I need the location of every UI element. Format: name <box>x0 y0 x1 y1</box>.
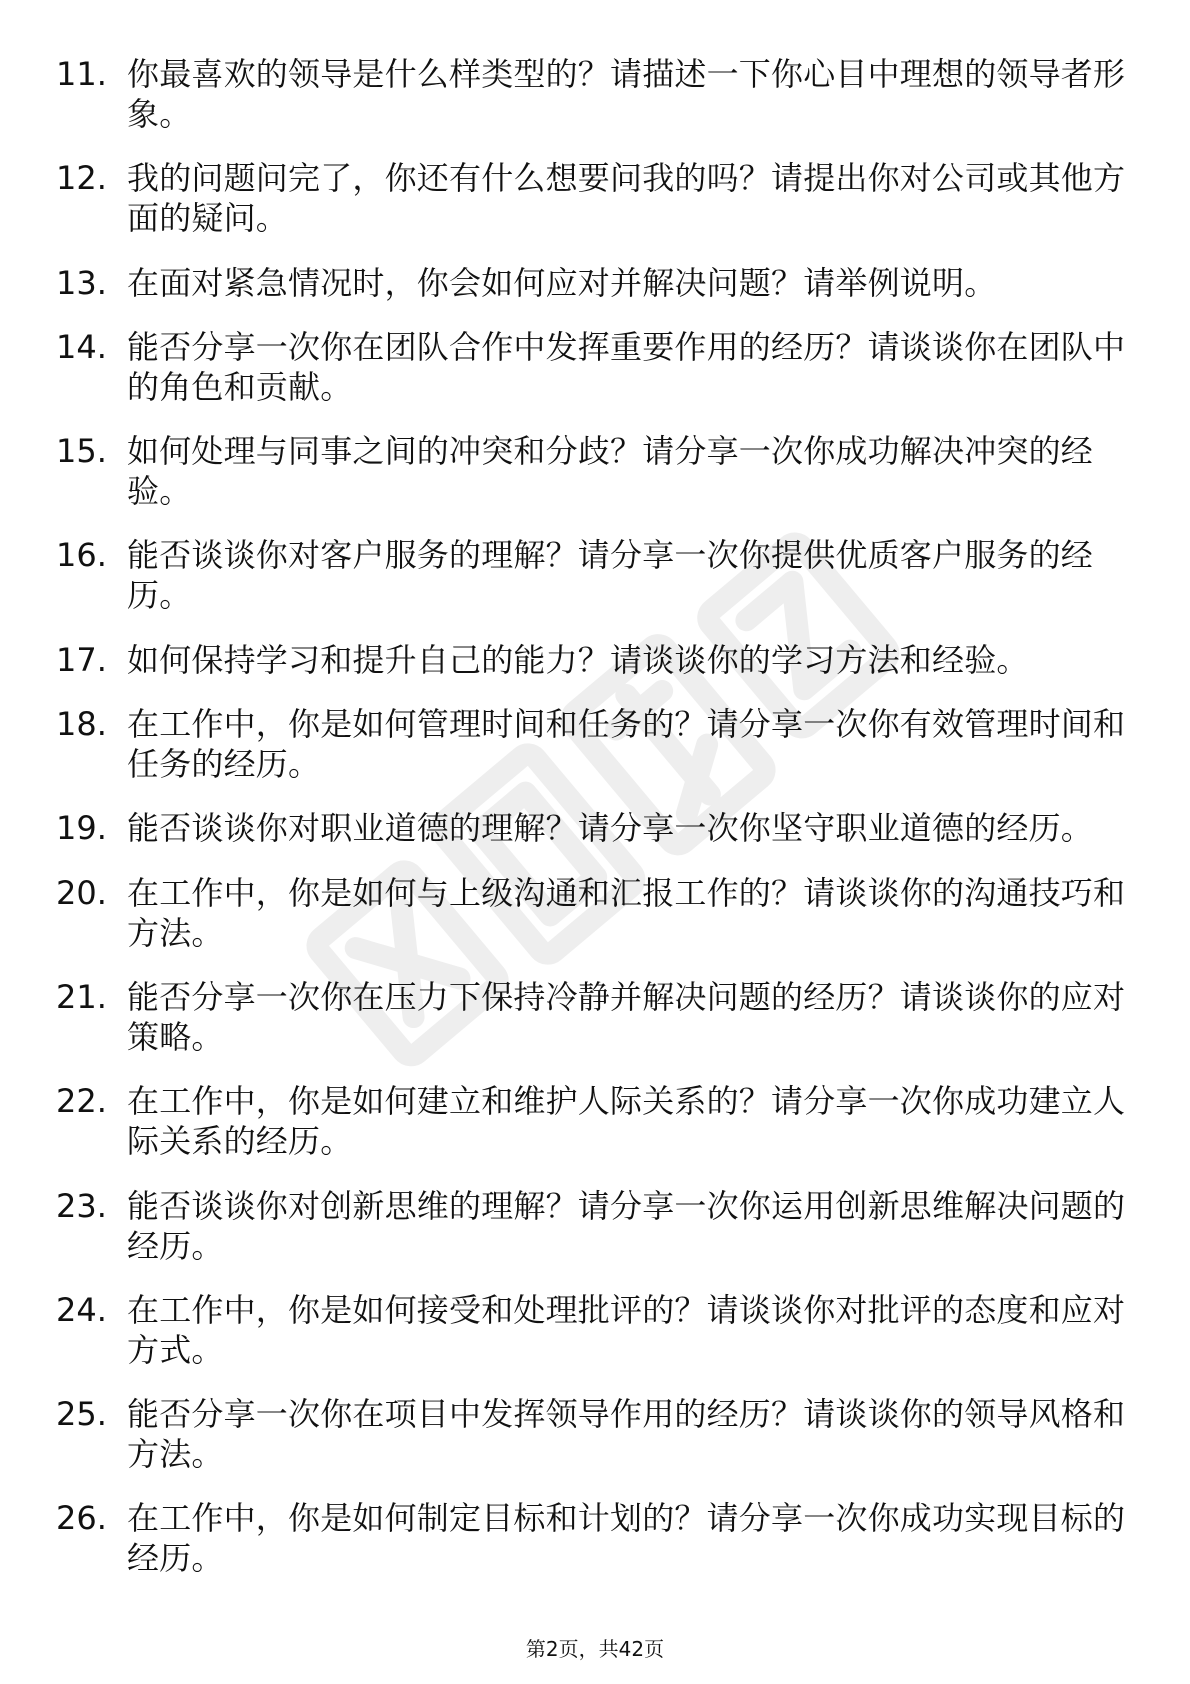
question-text: 能否谈谈你对创新思维的理解？请分享一次你运用创新思维解决问题的经历。 <box>127 1186 1126 1265</box>
list-item <box>56 535 1136 615</box>
page-number-footer: 第2页，共42页 <box>525 1637 665 1661</box>
question-text: 我的问题问完了，你还有什么想要问我的吗？请提出你对公司或其他方面的疑问。 <box>127 159 1126 238</box>
list-item <box>56 263 1136 303</box>
list-item <box>56 977 1136 1057</box>
question-text: 如何保持学习和提升自己的能力？请谈谈你的学习方法和经验。 <box>127 640 1029 679</box>
question-text: 能否谈谈你对客户服务的理解？请分享一次你提供优质客户服务的经历。 <box>127 536 1094 615</box>
list-item <box>56 431 1136 511</box>
question-number: 25. <box>56 1395 107 1434</box>
question-number: 23. <box>56 1186 107 1225</box>
list-item <box>56 327 1136 407</box>
list-item <box>56 158 1136 238</box>
question-number: 18. <box>56 705 107 744</box>
question-number: 24. <box>56 1290 107 1329</box>
list-item <box>56 1290 1136 1370</box>
list-item <box>56 640 1136 680</box>
question-number: 15. <box>56 432 107 471</box>
question-number: 19. <box>56 809 107 848</box>
question-number: 21. <box>56 977 107 1016</box>
question-text: 能否分享一次你在项目中发挥领导作用的经历？请谈谈你的领导风格和方法。 <box>127 1395 1126 1474</box>
list-item <box>56 873 1136 953</box>
question-list <box>56 54 1136 1603</box>
question-text: 在工作中，你是如何建立和维护人际关系的？请分享一次你成功建立人际关系的经历。 <box>127 1082 1126 1161</box>
question-number: 16. <box>56 536 107 575</box>
list-item <box>56 808 1136 848</box>
question-text: 能否谈谈你对职业道德的理解？请分享一次你坚守职业道德的经历。 <box>127 809 1094 848</box>
list-item <box>56 704 1136 784</box>
question-number: 11. <box>56 55 107 93</box>
question-number: 17. <box>56 640 107 679</box>
question-number: 12. <box>56 159 107 198</box>
list-item <box>56 1186 1136 1266</box>
question-text: 在工作中，你是如何制定目标和计划的？请分享一次你成功实现目标的经历。 <box>127 1499 1126 1578</box>
list-item <box>56 54 1136 134</box>
list-item <box>56 1498 1136 1578</box>
question-text: 在面对紧急情况时，你会如何应对并解决问题？请举例说明。 <box>127 263 997 302</box>
list-item <box>56 1394 1136 1474</box>
question-number: 20. <box>56 873 107 912</box>
question-text: 在工作中，你是如何接受和处理批评的？请谈谈你对批评的态度和应对方式。 <box>127 1290 1126 1369</box>
question-number: 13. <box>56 263 107 302</box>
question-number: 22. <box>56 1082 107 1121</box>
list-item <box>56 1081 1136 1161</box>
question-text: 在工作中，你是如何与上级沟通和汇报工作的？请谈谈你的沟通技巧和方法。 <box>127 873 1126 952</box>
question-number: 14. <box>56 327 107 366</box>
question-text: 如何处理与同事之间的冲突和分歧？请分享一次你成功解决冲突的经验。 <box>127 432 1094 511</box>
question-number: 26. <box>56 1499 107 1538</box>
question-text: 在工作中，你是如何管理时间和任务的？请分享一次你有效管理时间和任务的经历。 <box>127 705 1126 784</box>
question-text: 你最喜欢的领导是什么样类型的？请描述一下你心目中理想的领导者形象。 <box>127 55 1126 133</box>
question-text: 能否分享一次你在团队合作中发挥重要作用的经历？请谈谈你在团队中的角色和贡献。 <box>127 327 1126 406</box>
question-text: 能否分享一次你在压力下保持冷静并解决问题的经历？请谈谈你的应对策略。 <box>127 977 1126 1056</box>
